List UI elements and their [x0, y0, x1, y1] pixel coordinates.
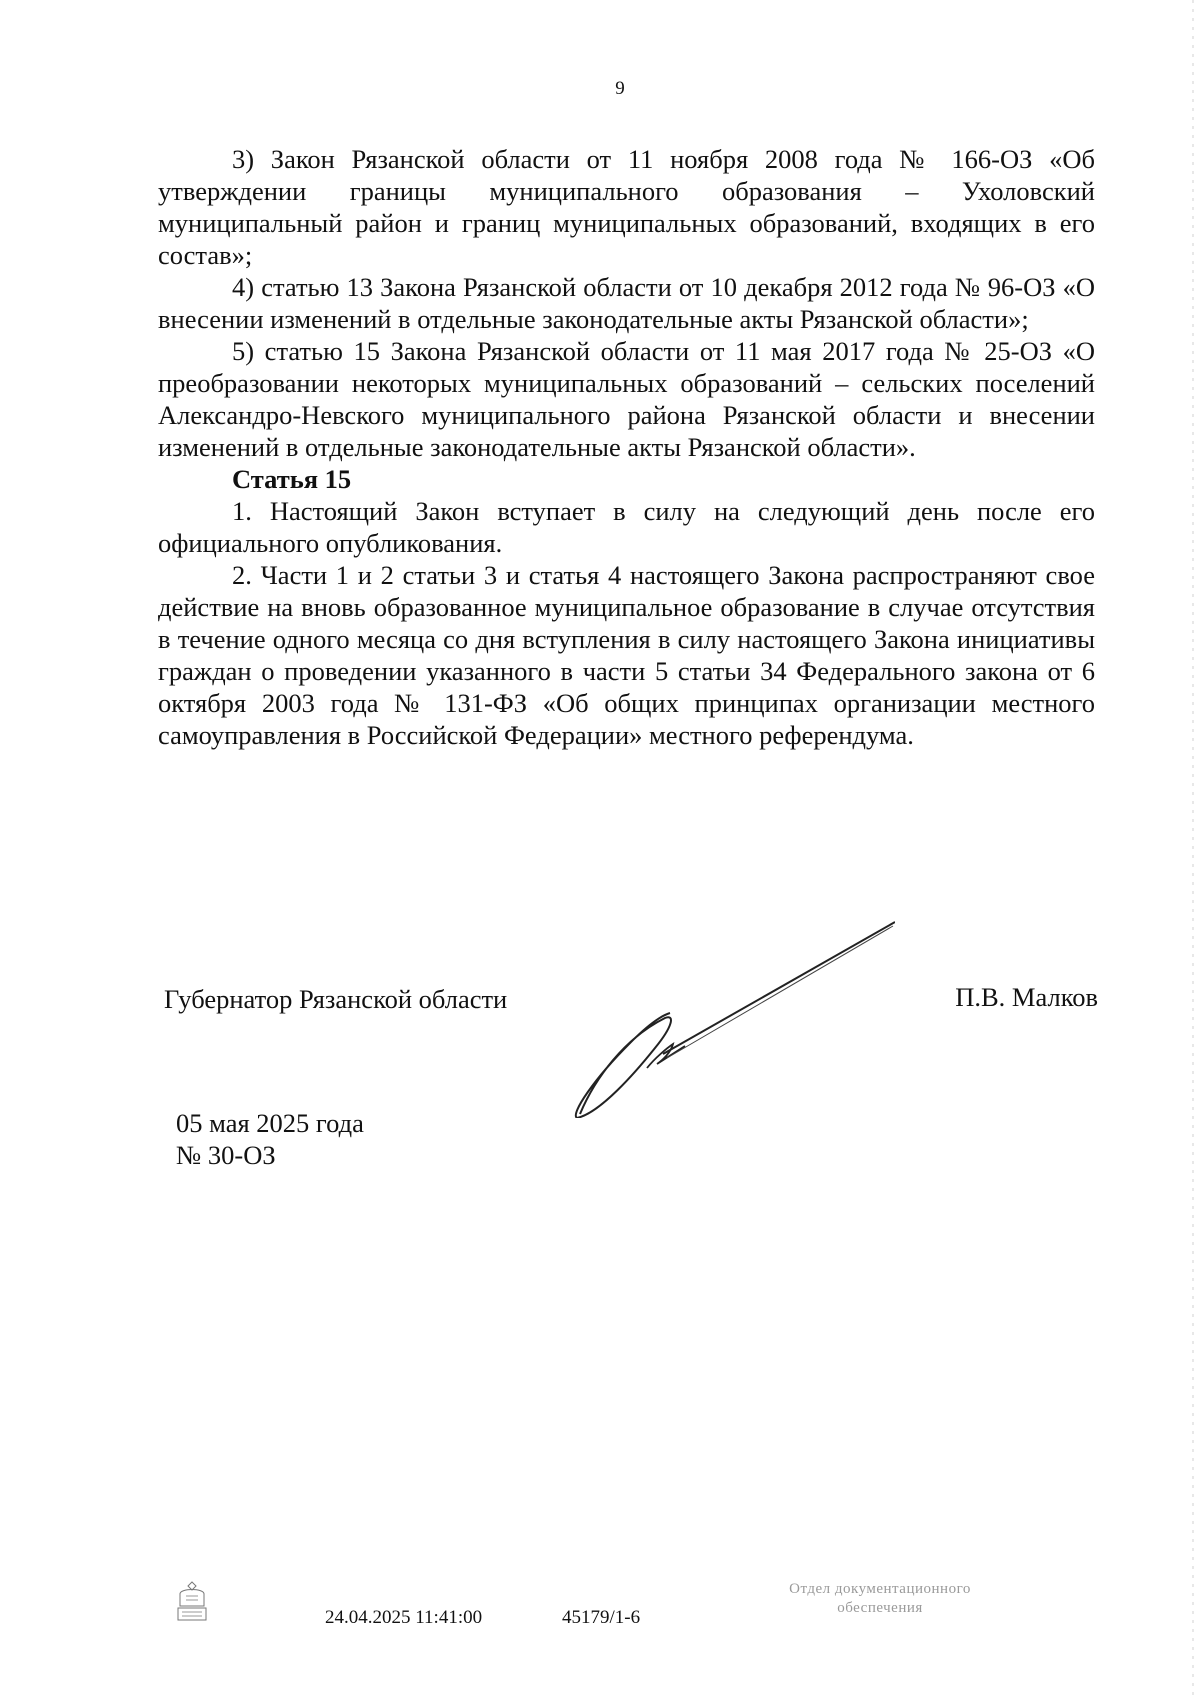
list-item: 3) Закон Рязанской области от 11 ноября 2008 года № 166-ОЗ «Об утверждении границы муниципального образования – Ухоловский муниципальный район и границ муниципальных образований, входящих в его состав»; — [158, 144, 1095, 270]
article-paragraph: 1. Настоящий Закон вступает в силу на следующий день после его официального опубликования. — [158, 496, 1095, 558]
article-paragraph: 2. Части 1 и 2 статьи 3 и статья 4 настоящего Закона распространяют свое действие на вновь образованное муниципальное образование в случае отсутствия в течение одного месяца со дня вступления в силу настоящего Закона инициативы граждан о проведении указанного в части 5 статьи 34 Федерального закона от 6 октября 2003 года № 131-ФЗ «Об общих принципах организации местного самоуправления в Российской Федерации» местного референдума. — [158, 560, 1095, 750]
article-heading: Статья 15 — [232, 464, 352, 494]
coat-of-arms-icon — [172, 1578, 212, 1626]
document-body — [158, 143, 1095, 751]
department-line: обеспечения — [837, 1600, 923, 1616]
registration-number: 45179/1-6 — [562, 1607, 641, 1628]
department-stamp — [730, 1580, 1030, 1618]
list-item: 4) статью 13 Закона Рязанской области от 10 декабря 2012 года № 96-ОЗ «О внесении изменений в отдельные законодательные акты Рязанской области»; — [158, 272, 1095, 334]
signatory-name: П.В. Малков — [955, 982, 1098, 1012]
signatory-title: Губернатор Рязанской области — [164, 984, 508, 1014]
department-line: Отдел документационного — [789, 1581, 971, 1597]
list-item: 5) статью 15 Закона Рязанской области от 11 мая 2017 года № 25-ОЗ «О преобразовании некоторых муниципальных образований – сельских поселений Александро-Невского муниципального района Рязанской области и внесении изменений в отдельные законодательные акты Рязанской области». — [158, 336, 1095, 462]
date-block — [176, 1107, 364, 1171]
law-number: № 30-ОЗ — [176, 1140, 276, 1170]
print-timestamp: 24.04.2025 11:41:00 — [325, 1607, 483, 1628]
signature-block — [164, 982, 1098, 1024]
page-number: 9 — [615, 78, 625, 99]
law-date: 05 мая 2025 года — [176, 1108, 364, 1138]
scan-edge-artifact — [1192, 0, 1194, 1695]
